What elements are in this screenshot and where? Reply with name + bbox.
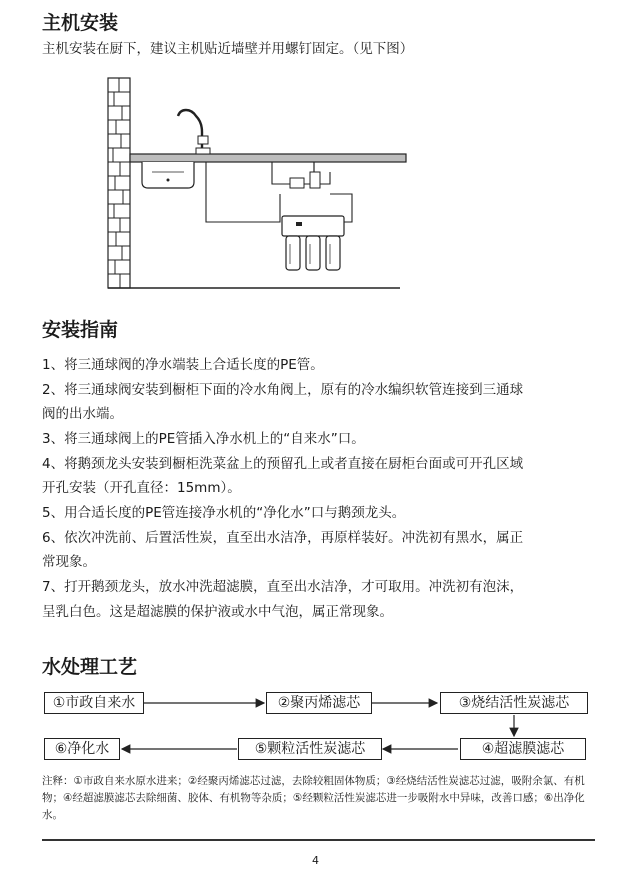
process-title: 水处理工艺 — [42, 656, 138, 678]
flow-step-1: ①市政自来水 — [44, 692, 144, 714]
filter-unit — [282, 216, 344, 270]
installation-diagram — [100, 72, 420, 294]
process-note: 注释：①市政自来水原水进来；②经聚丙烯滤芯过滤，去除较粗固体物质；③经烧结活性炭滤芯过滤，吸附余氯、有机物；④经超滤膜滤芯去除细菌、胶体、有机物等杂质；⑤经颗粒活性炭滤芯进一步吸附水中异味，改善口感；⑥出净化水。 — [42, 775, 585, 821]
brick-wall — [108, 78, 130, 288]
flow-step-2: ②聚丙烯滤芯 — [266, 692, 372, 714]
page-number: 4 — [312, 854, 319, 867]
step-line-4: 3、将三通球阀上的PE管插入净水机上的“自来水”口。 — [42, 431, 365, 447]
step-line-6: 开孔安装（开孔直径：15mm）。 — [42, 480, 241, 496]
step-line-3: 阀的出水端。 — [42, 406, 123, 422]
step-line-9: 常现象。 — [42, 554, 96, 570]
step-line-5: 4、将鹅颈龙头安装到橱柜洗菜盆上的预留孔上或者直接在厨柜台面或可开孔区域 — [42, 456, 524, 472]
step-line-2: 2、将三通球阀安装到橱柜下面的冷水角阀上，原有的冷水编织软管连接到三通球 — [42, 382, 524, 398]
step-line-8: 6、依次冲洗前、后置活性炭，直至出水洁净，再原样装好。冲洗初有黑水，属正 — [42, 530, 524, 546]
flow-step-5: ⑤颗粒活性炭滤芯 — [238, 738, 382, 760]
flow-step-4: ④超滤膜滤芯 — [460, 738, 586, 760]
install-title: 主机安装 — [42, 12, 119, 34]
step-line-7: 5、用合适长度的PE管连接净水机的“净化水”口与鹅颈龙头。 — [42, 505, 406, 521]
flow-step-6: ⑥净化水 — [44, 738, 120, 760]
flow-step-3: ③烧结活性炭滤芯 — [440, 692, 588, 714]
install-text: 主机安装在厨下，建议主机贴近墙壁并用螺钉固定。（见下图） — [42, 41, 414, 57]
guide-title: 安装指南 — [42, 319, 119, 341]
step-line-11: 呈乳白色。这是超滤膜的保护液或水中气泡，属正常现象。 — [42, 604, 393, 620]
step-line-10: 7、打开鹅颈龙头，放水冲洗超滤膜，直至出水洁净，才可取用。冲洗初有泡沫， — [42, 579, 524, 595]
footer-divider — [42, 839, 595, 841]
step-line-1: 1、将三通球阀的净水端装上合适长度的PE管。 — [42, 357, 324, 373]
